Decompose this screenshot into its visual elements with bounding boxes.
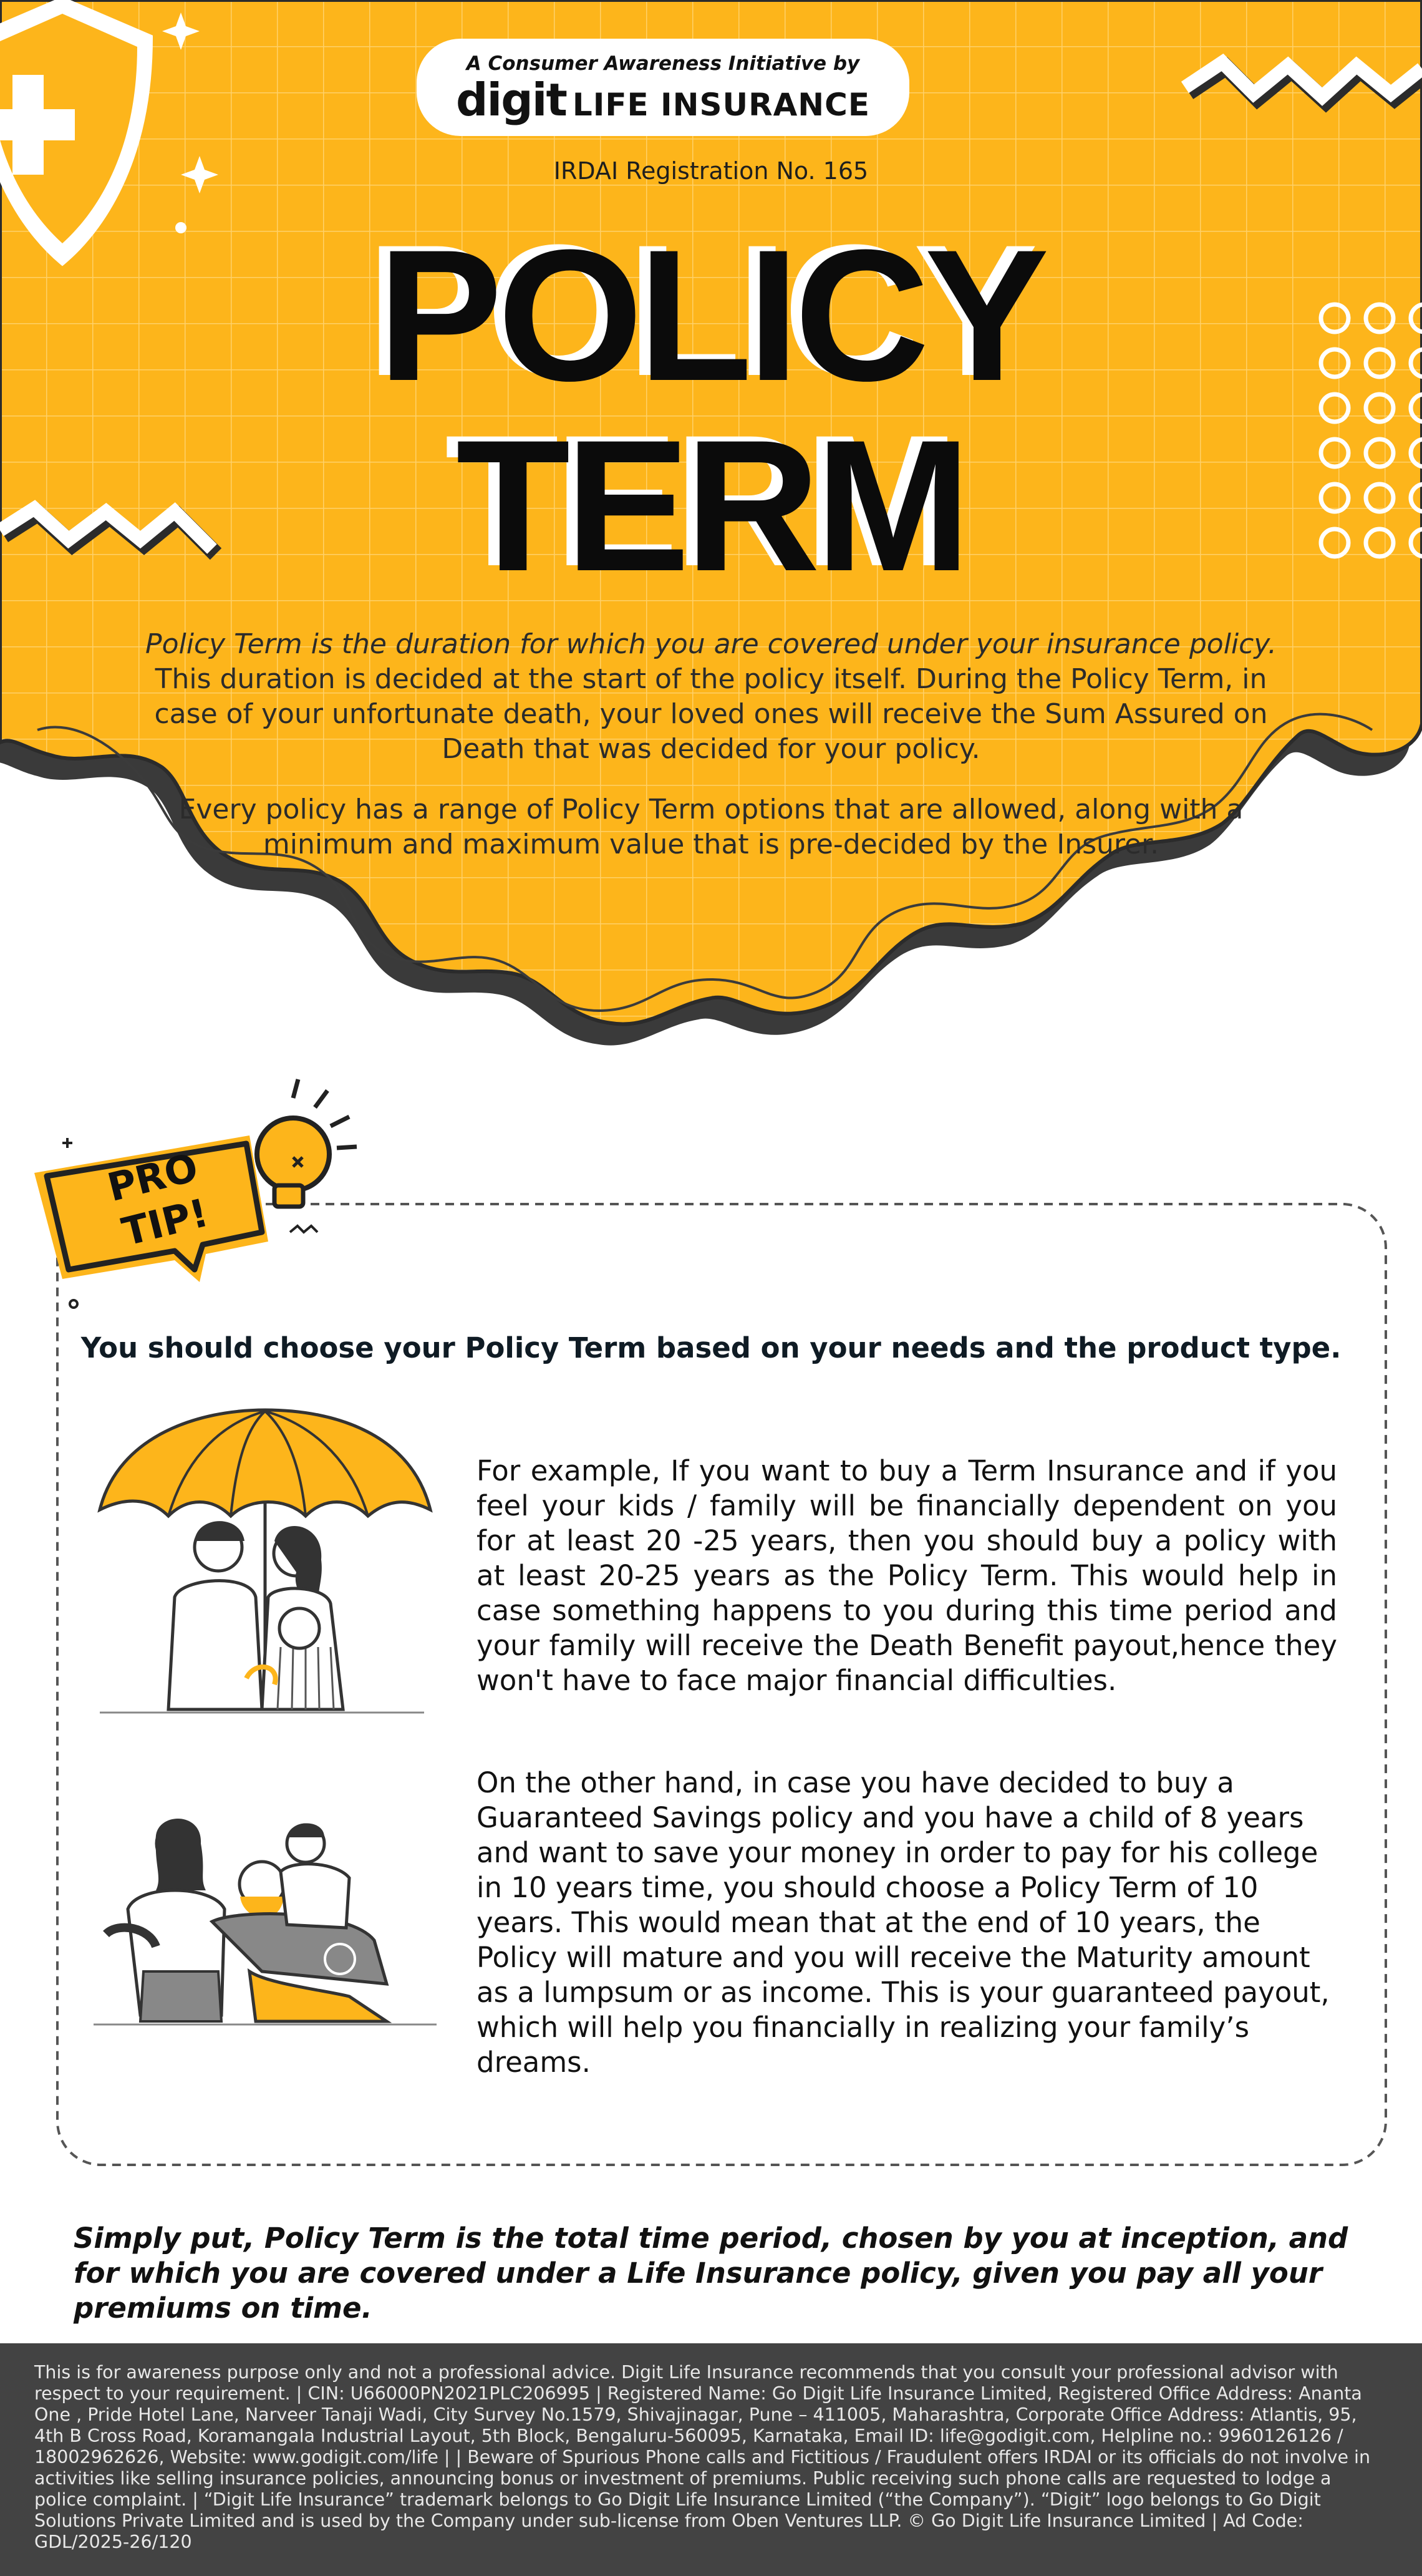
summary-statement: Simply put, Policy Term is the total time period, chosen by you at inception, and for which you are covered under a Life Insurance policy, given you pay all your premiums on time. (74, 2222, 1348, 2325)
pro-tip-badge (34, 1135, 268, 1282)
irdai-registration: IRDAI Registration No. 165 (553, 157, 869, 185)
initiative-tagline: A Consumer Awareness Initiative by (466, 52, 860, 75)
intro-definition-rest: This duration is decided at the start of the policy itself. During the Policy Term, in case of your unfortunate death, your loved ones will receive the Sum Assured on Death that was decided for your policy. (154, 663, 1268, 765)
brand-logo (417, 74, 909, 126)
disclaimer-text: This is for awareness purpose only and not a professional advice. Digit Life Insurance recommends that you consult your professional advisor with respect to your requirement. | CIN: U66000PN2021PLC206995 | Registered Name: Go Digit Life Insurance Limited, Registered Office Address: Ananta One , Pride Hotel Lane, Narveer Tanaji Wadi, City Survey No.1579, Shivajinagar, Pune – 411005, Maharashtra, Corporate Office Address: Atlantis, 95, 4th B Cross Road, Koramangala Industrial Layout, 5th Block, Bengaluru-560095, Karnataka, Email ID: life@godigit.com, Helpline no.: 9960126126 / 18002962626, Website: www.godigit.com/life | | Beware of Spurious Phone calls and Fictitious / Fraudulent offers IRDAI or its officials do not involve in activities like selling insurance policies, announcing bonus or investment of premiums. Public receiving such phone calls are requested to lodge a police complaint. | “Digit Life Insurance” trademark belongs to Go Digit Life Insurance Limited (“the Company”). “Digit” logo belongs to Go Digit Solutions Private Limited and is used by the Company under sub-license from Oben Ventures LLP. © Go Digit Life Insurance Limited | Ad Code: GDL/2025-26/120 (34, 2362, 1371, 2552)
pro-tip-label-1: PRO (103, 1144, 203, 1211)
intro-definition: Policy Term is the duration for which you are covered under your insurance policy. (145, 628, 1277, 660)
logo-life-insurance: LIFE INSURANCE (572, 87, 870, 123)
term-insurance-example: For example, If you want to buy a Term Insurance and if you feel your kids / family will be financially dependent on you for at least 20 -25 years, then you should buy a policy with at least 20-25 years as the Policy Term. This would help in case something happens to you during this time period and your family will receive the Death Benefit payout,hence they won't have to face major financial difficulties. (476, 1454, 1337, 1697)
lightbulb-icon (257, 1079, 357, 1232)
family-umbrella-illustration (100, 1410, 430, 1713)
savings-policy-example: On the other hand, in case you have decided to buy a Guaranteed Savings policy and you have a child of 8 years and want to save your money in order to pay for his college in 10 years time, you should choose a Policy Term of 10 years. This would mean that at the end of 10 years, the Policy will mature and you will receive the Maturity amount as a lumpsum or as income. This is your guaranteed payout, which will help you financially in realizing your family’s dreams. (476, 1766, 1330, 2079)
family-playing-illustration (94, 1819, 437, 2024)
brand-badge (417, 39, 909, 136)
logo-digit: digit (456, 74, 566, 126)
pro-tip-label-2: TIP! (117, 1189, 213, 1255)
title-line-2: TERM (456, 401, 966, 610)
intro-paragraph-1 (125, 627, 1297, 767)
disclaimer-footer (0, 2343, 1422, 2576)
pro-tip-headline: You should choose your Policy Term based on your needs and the product type. (80, 1331, 1342, 1364)
intro-paragraph-2: Every policy has a range of Policy Term options that are allowed, along with a minimum and maximum value that is pre-decided by the Insurer. (178, 794, 1244, 860)
title-line-1: POLICY (377, 210, 1045, 420)
